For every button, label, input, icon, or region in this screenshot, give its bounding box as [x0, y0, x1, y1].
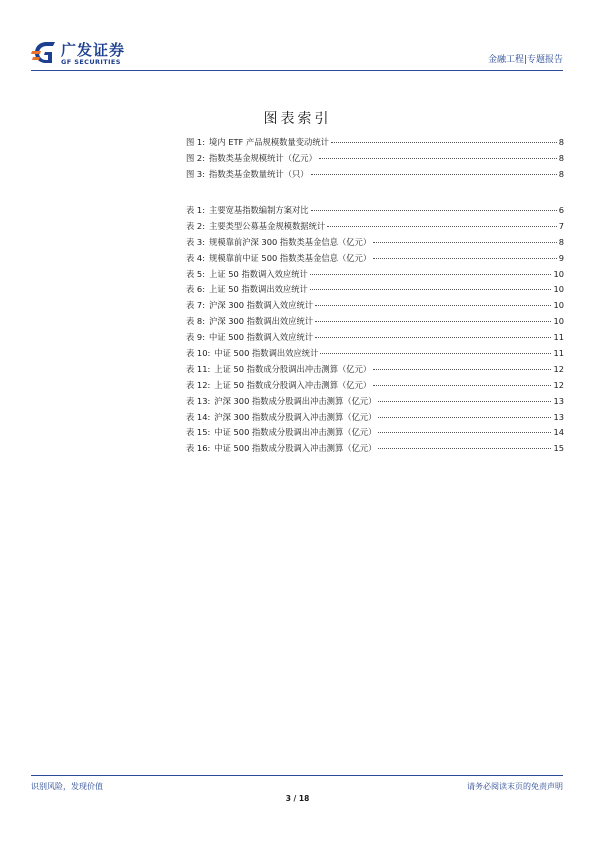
table-index-list: [186, 204, 564, 458]
entry-label: 表 2:: [186, 220, 206, 231]
entry-page-number: 10: [553, 268, 564, 279]
entry-page-number: 12: [553, 379, 564, 390]
table-index-entry[interactable]: [186, 315, 564, 331]
page-header: [31, 38, 563, 74]
entry-label: 表 11:: [186, 363, 211, 374]
entry-page-number: 12: [553, 363, 564, 374]
entry-label: 表 10:: [186, 348, 211, 359]
entry-label: 表 3:: [186, 236, 206, 247]
gf-logo-icon: [31, 40, 59, 66]
figure-index-entry[interactable]: [186, 152, 564, 168]
figure-index-list: [186, 136, 564, 184]
table-index-entry[interactable]: [186, 395, 564, 411]
entry-title: 上证 50 指数调入效应统计: [209, 268, 308, 279]
dot-leader: [378, 448, 551, 449]
entry-page-number: 8: [558, 168, 564, 179]
header-divider: [31, 70, 563, 71]
dot-leader: [373, 385, 551, 386]
entry-page-number: 8: [558, 152, 564, 163]
entry-page-number: 8: [558, 137, 564, 147]
table-index-entry[interactable]: [186, 236, 564, 252]
table-index-entry[interactable]: [186, 379, 564, 395]
company-logo: [31, 38, 151, 68]
entry-page-number: 13: [553, 411, 564, 422]
entry-label: 表 9:: [186, 332, 206, 343]
entry-label: 表 12:: [186, 379, 211, 390]
entry-title: 上证 50 指数调出效应统计: [209, 284, 308, 295]
dot-leader: [331, 142, 557, 143]
entry-page-number: 6: [558, 205, 564, 215]
table-index-entry[interactable]: [186, 426, 564, 442]
dot-leader: [378, 401, 551, 402]
entry-title: 沪深 300 指数调出效应统计: [209, 316, 314, 327]
dot-leader: [373, 369, 551, 370]
dot-leader: [315, 337, 551, 338]
entry-title: 规模靠前中证 500 指数类基金信息（亿元）: [209, 252, 372, 263]
dot-leader: [311, 210, 557, 211]
entry-label: 表 14:: [186, 411, 211, 422]
figure-index-entry[interactable]: [186, 136, 564, 152]
footer-disclaimer-note: 请务必阅读末页的免责声明: [467, 782, 563, 791]
entry-title: 指数类基金数量统计（只）: [209, 168, 309, 179]
dot-leader: [378, 417, 551, 418]
entry-label: 图 3:: [186, 168, 206, 179]
entry-title: 中证 500 指数调入效应统计: [209, 332, 314, 343]
entry-label: 表 8:: [186, 316, 206, 327]
entry-title: 中证 500 指数调出效应统计: [214, 348, 319, 359]
table-index-entry[interactable]: [186, 252, 564, 268]
entry-label: 图 2:: [186, 152, 206, 163]
dot-leader: [319, 158, 557, 159]
logo-chinese-name: 广发证券: [61, 41, 126, 59]
entry-title: 沪深 300 指数成分股调出冲击测算（亿元）: [214, 395, 377, 406]
table-index-entry[interactable]: [186, 283, 564, 299]
entry-title: 中证 500 指数成分股调入冲击测算（亿元）: [214, 443, 377, 454]
table-index-entry[interactable]: [186, 268, 564, 284]
entry-page-number: 9: [558, 252, 564, 263]
dot-leader: [320, 353, 551, 354]
entry-page-number: 11: [553, 332, 564, 343]
table-index-entry[interactable]: [186, 411, 564, 427]
entry-page-number: 10: [553, 316, 564, 327]
table-index-entry[interactable]: [186, 347, 564, 363]
entry-page-number: 13: [553, 395, 564, 406]
entry-title: 沪深 300 指数成分股调入冲击测算（亿元）: [214, 411, 377, 422]
entry-label: 表 6:: [186, 284, 206, 295]
entry-title: 主要宽基指数编制方案对比: [209, 205, 309, 215]
index-title: 图表索引: [263, 111, 332, 127]
logo-english-name: GF SECURITIES: [61, 58, 121, 66]
entry-title: 上证 50 指数成分股调入冲击测算（亿元）: [214, 379, 372, 390]
dot-leader: [327, 226, 557, 227]
entry-page-number: 15: [553, 443, 564, 454]
dot-leader: [373, 242, 557, 243]
entry-label: 表 7:: [186, 300, 206, 311]
table-index-entry[interactable]: [186, 363, 564, 379]
table-index-entry[interactable]: [186, 204, 564, 220]
entry-title: 规模靠前沪深 300 指数类基金信息（亿元）: [209, 236, 372, 247]
dot-leader: [378, 432, 551, 433]
entry-label: 表 5:: [186, 268, 206, 279]
dot-leader: [311, 174, 557, 175]
table-index-entry[interactable]: [186, 331, 564, 347]
entry-label: 表 15:: [186, 427, 211, 438]
entry-page-number: 10: [553, 300, 564, 311]
report-category: 金融工程|专题报告: [487, 55, 563, 65]
dot-leader: [315, 305, 551, 306]
entry-page-number: 14: [553, 427, 564, 438]
page-number: 3 / 18: [285, 794, 310, 803]
entry-page-number: 10: [553, 284, 564, 295]
entry-label: 表 1:: [186, 205, 206, 215]
entry-title: 沪深 300 指数调入效应统计: [209, 300, 314, 311]
dot-leader: [310, 289, 552, 290]
entry-label: 表 16:: [186, 443, 211, 454]
entry-title: 指数类基金规模统计（亿元）: [209, 152, 317, 163]
footer-slogan: 识别风险，发现价值: [31, 782, 103, 791]
dot-leader: [373, 258, 557, 259]
entry-title: 主要类型公募基金规模数据统计: [209, 220, 326, 231]
dot-leader: [310, 274, 552, 275]
entry-page-number: 11: [553, 348, 564, 359]
entry-label: 图 1:: [186, 137, 206, 147]
entry-label: 表 4:: [186, 252, 206, 263]
footer-divider: [31, 775, 563, 776]
entry-title: 上证 50 指数成分股调出冲击测算（亿元）: [214, 363, 372, 374]
table-index-entry[interactable]: [186, 220, 564, 236]
entry-page-number: 8: [558, 236, 564, 247]
dot-leader: [315, 321, 551, 322]
figure-index-entry[interactable]: [186, 168, 564, 184]
table-index-entry[interactable]: [186, 442, 564, 458]
entry-label: 表 13:: [186, 395, 211, 406]
table-index-entry[interactable]: [186, 299, 564, 315]
entry-title: 中证 500 指数成分股调出冲击测算（亿元）: [214, 427, 377, 438]
entry-title: 境内 ETF 产品规模数量变动统计: [209, 137, 329, 147]
entry-page-number: 7: [558, 220, 564, 231]
